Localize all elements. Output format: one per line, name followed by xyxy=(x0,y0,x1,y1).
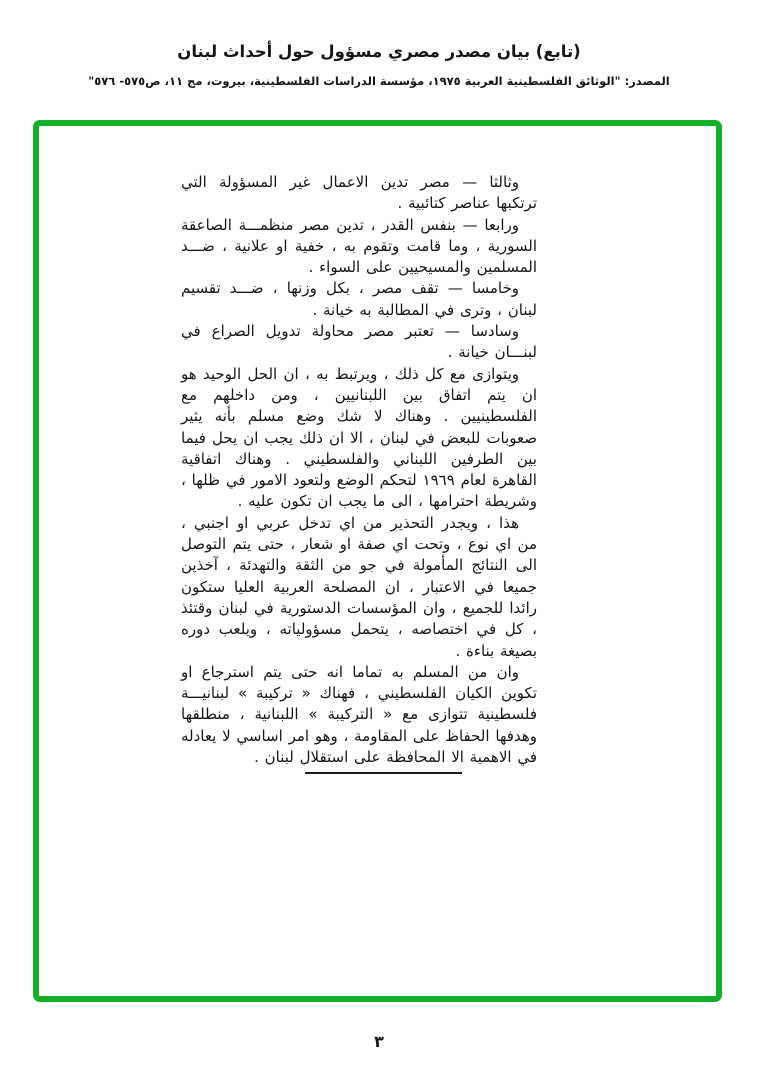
section-divider-line xyxy=(305,772,462,774)
paragraph-warning: هذا ، ويجدر التحذير من اي تدخل عربي او اجنبي ، من اي نوع ، وتحت اي صفة او شعار ، حتى يتم التوصل الى النتائج المأمولة في جو من الثقة والتهدئة ، آخذين جميعا في الاعتبار ، ان المصلحة العربية العليا ستكون رائدا للجميع ، وان المؤسسات الدستورية في لبنان وقتئذ ، كل في اختصاصه ، يتحمل مسؤولياته ، ويلعب دوره بصيغة بناءة . xyxy=(181,513,537,660)
paragraph-fourthly: ورابعا — بنفس القدر ، تدين مصر منظمـــة الصاعقة السورية ، وما قامت وتقوم به ، خفية او علانية ، ضـــد المسلمين والمسيحيين على السواء . xyxy=(181,215,537,277)
source-citation: المصدر: "الوثائق الفلسطينية العربية ١٩٧٥، مؤسسة الدراسات الفلسطينية، بيروت، مج ١١، ص٥٧٥- ٥٧٦" xyxy=(88,74,670,88)
paragraph-closing: وان من المسلم به تماما انه حتى يتم استرجاع او تكوين الكيان الفلسطيني ، فهناك « تركيبة » لبنانيـــة فلسطينية تتوازى مع « التركيبة » اللبنانية ، منطلقها وهدفها الحفاظ على المقاومة ، وهو امر اساسي لا يعادله في الاهمية الا المحافظة على استقلال لبنان . xyxy=(181,662,537,767)
paragraph-thirdly: وثالثا — مصر تدين الاعمال غير المسؤولة التي ترتكبها عناصر كتائبية . xyxy=(181,173,537,213)
paragraph-sixthly: وسادسا — تعتبر مصر محاولة تدويل الصراع في لبنـــان خيانة . xyxy=(181,322,537,362)
green-border-frame xyxy=(33,120,722,1002)
page-title: (تابع) بيان مصدر مصري مسؤول حول أحداث لبنان xyxy=(177,42,581,61)
page-number: ٣ xyxy=(374,1032,384,1051)
paragraph-parallel: ويتوازى مع كل ذلك ، ويرتبط به ، ان الحل الوحيد هو ان يتم اتفاق بين اللبنانيين ، ومن داخلهم مع الفلسطينيين . وهناك لا شك وضع مسلم بأنه يثير صعوبات للبعض في لبنان ، الا ان ذلك يجب ان يحل فيما بين الطرفين اللبناني والفلسطيني . وهناك اتفاقية القاهرة لعام ١٩٦٩ لتحكم الوضع ولتعود الامور في ظلها ، وشريطة احترامها ، الى ما يجب ان تكون عليه . xyxy=(181,364,537,511)
paragraph-fifthly: وخامسا — تقف مصر ، بكل وزنها ، ضـــد تقسيم لبنان ، وترى في المطالبة به خيانة . xyxy=(181,279,537,319)
body-text xyxy=(181,172,537,768)
